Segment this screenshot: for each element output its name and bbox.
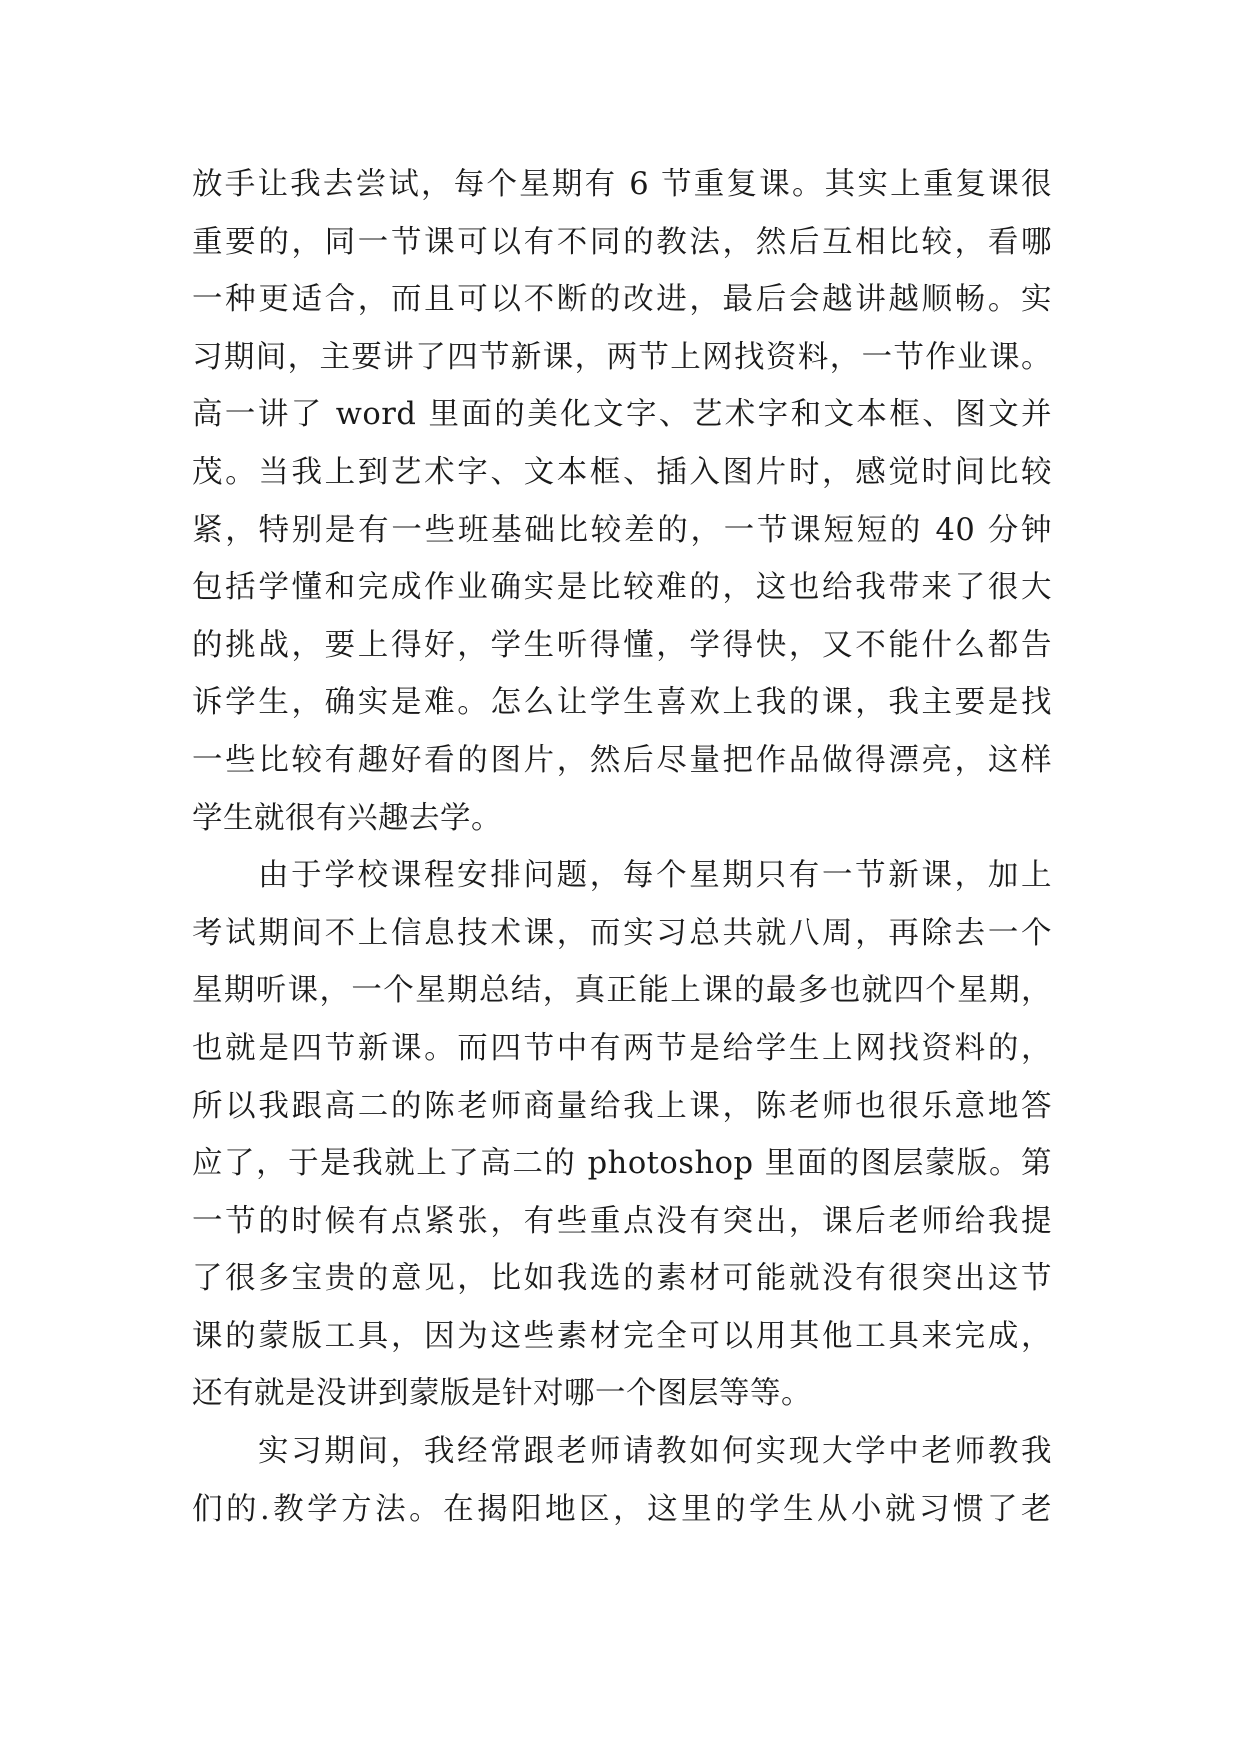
text-line: 所以我跟高二的陈老师商量给我上课，陈老师也很乐意地答 (192, 1088, 1052, 1124)
text-line: 一些比较有趣好看的图片，然后尽量把作品做得漂亮，这样 (192, 742, 1052, 778)
text-line: 还有就是没讲到蒙版是针对哪一个图层等等。 (192, 1376, 812, 1412)
text-line: 诉学生，确实是难。怎么让学生喜欢上我的课，我主要是找 (192, 685, 1052, 721)
text-line: 高一讲了 word 里面的美化文字、艺术字和文本框、图文并 (192, 397, 1052, 433)
paragraph-first-line: 实习期间，我经常跟老师请教如何实现大学中老师教我 (258, 1434, 1052, 1470)
text-line: 紧，特别是有一些班基础比较差的，一节课短短的 40 分钟 (192, 512, 1052, 548)
text-line: 考试期间不上信息技术课，而实习总共就八周，再除去一个 (192, 915, 1052, 951)
text-line: 也就是四节新课。而四节中有两节是给学生上网找资料的， (192, 1030, 1052, 1066)
text-line: 们的.教学方法。在揭阳地区，这里的学生从小就习惯了老 (192, 1491, 1052, 1527)
text-line: 茂。当我上到艺术字、文本框、插入图片时，感觉时间比较 (192, 454, 1052, 490)
text-line: 包括学懂和完成作业确实是比较难的，这也给我带来了很大 (192, 570, 1052, 606)
text-line: 一种更适合，而且可以不断的改进，最后会越讲越顺畅。实 (192, 282, 1052, 318)
text-line: 星期听课，一个星期总结，真正能上课的最多也就四个星期， (192, 973, 1052, 1009)
paragraph-first-line: 由于学校课程安排问题，每个星期只有一节新课，加上 (258, 858, 1052, 894)
text-line: 课的蒙版工具，因为这些素材完全可以用其他工具来完成， (192, 1318, 1052, 1354)
body-text (192, 156, 1052, 1538)
text-line: 学生就很有兴趣去学。 (192, 800, 502, 836)
text-line: 一节的时候有点紧张，有些重点没有突出，课后老师给我提 (192, 1203, 1052, 1239)
text-line: 重要的，同一节课可以有不同的教法，然后互相比较，看哪 (192, 224, 1052, 260)
text-line: 应了，于是我就上了高二的 photoshop 里面的图层蒙版。第 (192, 1146, 1052, 1182)
text-line: 的挑战，要上得好，学生听得懂，学得快，又不能什么都告 (192, 627, 1052, 663)
text-line: 放手让我去尝试，每个星期有 6 节重复课。其实上重复课很 (192, 167, 1052, 202)
text-line: 了很多宝贵的意见，比如我选的素材可能就没有很突出这节 (192, 1261, 1052, 1297)
text-line: 习期间，主要讲了四节新课，两节上网找资料，一节作业课。 (192, 339, 1052, 375)
